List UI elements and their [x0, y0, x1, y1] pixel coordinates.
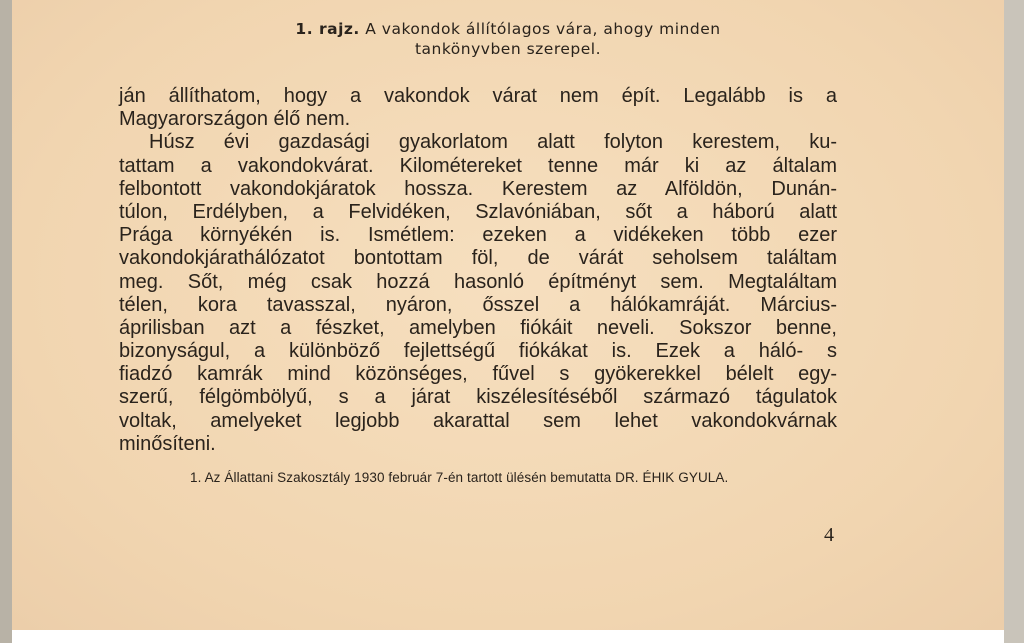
body-line: bizonyságul, a különböző fejlettségű fiókákat is. Ezek a háló- s [119, 340, 837, 363]
body-line: télen, kora tavasszal, nyáron, ősszel a hálókamráját. Március- [119, 293, 837, 316]
body-line: felbontott vakondokjáratok hossza. Kerestem az Alföldön, Dunán- [119, 177, 837, 200]
body-line: Prága környékén is. Ismétlem: ezeken a vidékeken több ezer [119, 224, 837, 247]
body-line: voltak, amelyeket legjobb akarattal sem lehet vakondokvárnak [119, 409, 837, 432]
figure-caption-line-2: tankönyvben szerepel. [414, 40, 602, 58]
body-line: áprilisban azt a fészket, amelyben fiókáit neveli. Sokszor benne, [119, 316, 837, 339]
body-line: túlon, Erdélyben, a Felvidéken, Szlavóniában, sőt a háború alatt [119, 200, 837, 223]
body-line: tattam a vakondokvárat. Kilométereket tenne már ki az általam [119, 154, 837, 177]
figure-caption-label: 1. rajz. [295, 20, 360, 38]
figure-caption-line-1 [12, 19, 1004, 39]
body-line: minősíteni. [119, 432, 216, 455]
figure-caption-text: A vakondok állítólagos vára, ahogy minden [365, 20, 721, 38]
body-line: Magyarországon élő nem. [119, 108, 351, 131]
body-paragraphs [119, 85, 837, 456]
book-page [12, 0, 1004, 630]
body-line: Húsz évi gazdasági gyakorlatom alatt folyton kerestem, ku- [149, 131, 837, 154]
body-line: meg. Sőt, még csak hozzá hasonló építményt sem. Megtaláltam [119, 270, 837, 293]
body-line: vakondokjárathálózatot bontottam föl, de várát seholsem találtam [119, 247, 837, 270]
scan-right-edge [1004, 0, 1024, 643]
scan-left-edge [0, 0, 12, 643]
body-line: szerű, félgömbölyű, s a járat kiszélesítéséből származó tágulatok [119, 386, 837, 409]
footnote: 1. Az Állattani Szakosztály 1930 február 7-én tartott ülésén bemutatta DR. ÉHIK GYULA. [190, 470, 729, 485]
body-line: ján állíthatom, hogy a vakondok várat nem épít. Legalább is a [119, 85, 837, 107]
body-line: fiadzó kamrák mind közönséges, fűvel s gyökerekkel bélelt egy- [119, 363, 837, 386]
page-number: 4 [824, 524, 834, 546]
